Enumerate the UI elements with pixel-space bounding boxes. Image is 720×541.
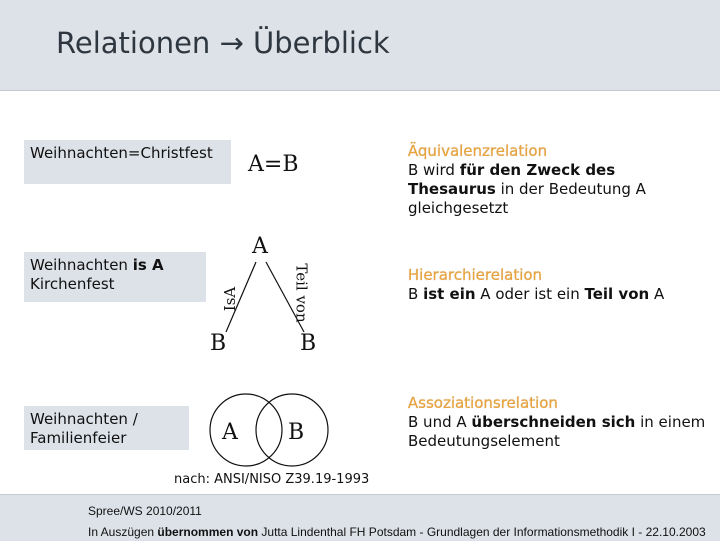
equivalence-heading: Äquivalenzrelation bbox=[408, 142, 548, 160]
footer-band bbox=[0, 494, 720, 541]
hierarchy-description bbox=[408, 266, 708, 304]
hierarchy-text: B ist ein A oder ist ein Teil von A bbox=[408, 285, 665, 303]
association-description bbox=[408, 394, 708, 451]
example-box-association bbox=[24, 406, 189, 450]
venn-letter-a: A bbox=[222, 420, 238, 445]
arrow-icon: → bbox=[219, 26, 244, 60]
footer-semester: Spree/WS 2010/2011 bbox=[88, 504, 202, 518]
hierarchy-top-letter: A bbox=[252, 234, 268, 259]
hierarchy-right-letter: B bbox=[300, 331, 317, 356]
teil-von-edge-label: Teil von bbox=[292, 263, 311, 323]
equivalence-symbol: A=B bbox=[248, 152, 299, 177]
example-text: Weihnachten=Christfest bbox=[30, 144, 213, 162]
venn-letter-b: B bbox=[288, 420, 305, 445]
association-text: B und A überschneiden sich in einem Bedeutungselement bbox=[408, 413, 706, 450]
hierarchy-heading: Hierarchierelation bbox=[408, 266, 543, 284]
association-heading: Assoziationsrelation bbox=[408, 394, 559, 412]
venn-circle-a bbox=[210, 394, 282, 466]
footer-credit: In Auszügen übernommen von Jutta Lindenthal FH Potsdam - Grundlagen der Informationsmethodik I - 22.10.2003 bbox=[88, 525, 706, 539]
isa-keyword: is A bbox=[132, 256, 164, 274]
example-box-hierarchy: Weihnachten is A Kirchenfest bbox=[24, 252, 206, 302]
source-note: nach: ANSI/NISO Z39.19-1993 bbox=[174, 472, 370, 487]
isa-edge-label: IsA bbox=[221, 286, 240, 312]
equivalence-text: B wird für den Zweck des Thesaurus in der Bedeutung A gleichgesetzt bbox=[408, 161, 646, 217]
example-box-equivalence bbox=[24, 140, 231, 184]
title-text-start: Relationen bbox=[56, 26, 220, 60]
hierarchy-left-letter: B bbox=[210, 331, 227, 356]
example-text: Weihnachten / Familienfeier bbox=[30, 410, 138, 447]
equivalence-description bbox=[408, 142, 708, 218]
title-text-end: Überblick bbox=[243, 26, 390, 60]
